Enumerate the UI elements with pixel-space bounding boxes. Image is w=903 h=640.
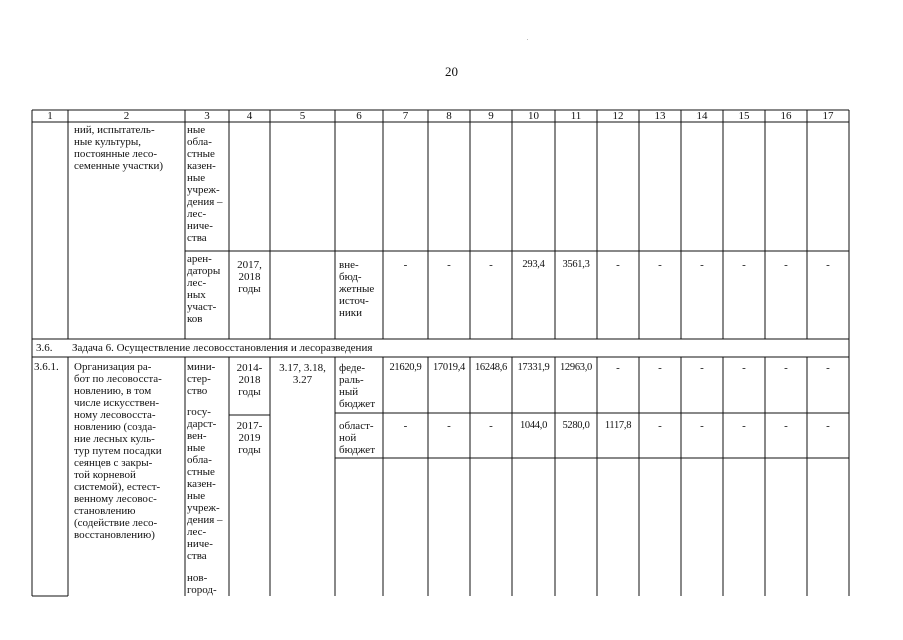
- indicator-refs: 3.17, 3.18, 3.27: [279, 362, 326, 386]
- item-code: 3.6.1.: [34, 361, 59, 373]
- header-col-5: 5: [299, 110, 306, 122]
- header-col-11: 11: [570, 110, 582, 122]
- executor-tenants: арен- даторы лес- ных участ- ков: [187, 253, 221, 325]
- years-tenants: 2017, 2018 годы: [237, 259, 262, 295]
- years-2014-2018: 2014- 2018 годы: [236, 362, 263, 398]
- header-col-13: 13: [654, 110, 666, 122]
- header-col-3: 3: [204, 110, 210, 122]
- source-offbudget: вне- бюд- жетные источ- ники: [339, 259, 375, 319]
- value-cell: -: [616, 362, 620, 374]
- header-col-1: 1: [47, 110, 53, 122]
- header-col-14: 14: [696, 110, 708, 122]
- value-cell: 5280,0: [562, 420, 590, 431]
- header-col-16: 16: [780, 110, 792, 122]
- header-col-8: 8: [446, 110, 452, 122]
- value-cell: -: [784, 362, 788, 374]
- value-cell: -: [403, 420, 408, 432]
- years-2017-2019: 2017- 2019 годы: [236, 420, 263, 456]
- value-cell: -: [784, 420, 788, 432]
- header-col-6: 6: [356, 110, 362, 122]
- value-cell: -: [658, 259, 662, 271]
- header-col-10: 10: [528, 110, 539, 122]
- header-col-12: 12: [612, 110, 624, 122]
- executor-state-institutions: госу- дарст- вен- ные обла- стные казен- ные учреж- дения – лес- ниче- ства: [187, 406, 223, 562]
- value-cell: -: [489, 259, 493, 271]
- value-cell: -: [700, 362, 704, 374]
- activity-name-continued: ний, испытатель- ные культуры, постоянные лесо- семенные участки): [74, 124, 164, 172]
- page-number: 20: [445, 64, 458, 79]
- header-col-7: 7: [402, 110, 409, 122]
- value-cell: -: [700, 420, 704, 432]
- value-cell: -: [742, 420, 746, 432]
- value-cell: 3561,3: [562, 259, 590, 270]
- executor-forestries: ные обла- стные казен- ные учреж- дения – лес- ниче- ства: [187, 124, 223, 244]
- value-cell: 293,4: [522, 259, 545, 270]
- executor-ministry: мини- стер- ство: [187, 361, 216, 397]
- value-cell: -: [784, 259, 788, 271]
- header-col-15: 15: [738, 110, 750, 122]
- value-cell: 17331,9: [517, 362, 550, 373]
- header-col-4: 4: [246, 110, 253, 122]
- value-cell: 16248,6: [474, 362, 508, 373]
- value-cell: -: [658, 420, 662, 432]
- value-cell: -: [742, 362, 746, 374]
- value-cell: -: [447, 259, 451, 271]
- value-cell: -: [403, 259, 408, 271]
- value-cell: -: [658, 362, 662, 374]
- value-cell: 12963,0: [559, 362, 593, 373]
- value-cell: -: [826, 362, 830, 374]
- value-cell: 1044,0: [519, 420, 548, 431]
- value-cell: -: [447, 420, 451, 432]
- value-cell: -: [489, 420, 493, 432]
- item-name: Организация ра- бот по лесовосста- новлению, в том числе искусствен- ному лесовосста- новлению (созда- ние лесных куль- тур путем посадки сеянцев с закры- той корневой системой), естест- венному лесовос- становлению (содействие лесо- восстановлению): [74, 361, 162, 541]
- executor-novgorod: нов- город-: [187, 572, 217, 596]
- value-cell: 1117,8: [604, 420, 632, 431]
- source-federal: феде- раль- ный бюджет: [339, 362, 375, 410]
- value-cell: 21620,9: [389, 362, 422, 373]
- value-cell: -: [742, 259, 746, 271]
- header-col-17: 17: [822, 110, 834, 122]
- value-cell: 17019,4: [432, 362, 466, 373]
- source-regional: област- ной бюджет: [339, 420, 375, 456]
- header-col-9: 9: [488, 110, 494, 122]
- task-code: 3.6.: [36, 342, 53, 354]
- value-cell: -: [700, 259, 704, 271]
- value-cell: -: [616, 259, 620, 271]
- value-cell: -: [826, 259, 830, 271]
- task-title: Задача 6. Осуществление лесовосстановления и лесоразведения: [72, 342, 373, 354]
- header-col-2: 2: [123, 110, 130, 122]
- value-cell: -: [826, 420, 830, 432]
